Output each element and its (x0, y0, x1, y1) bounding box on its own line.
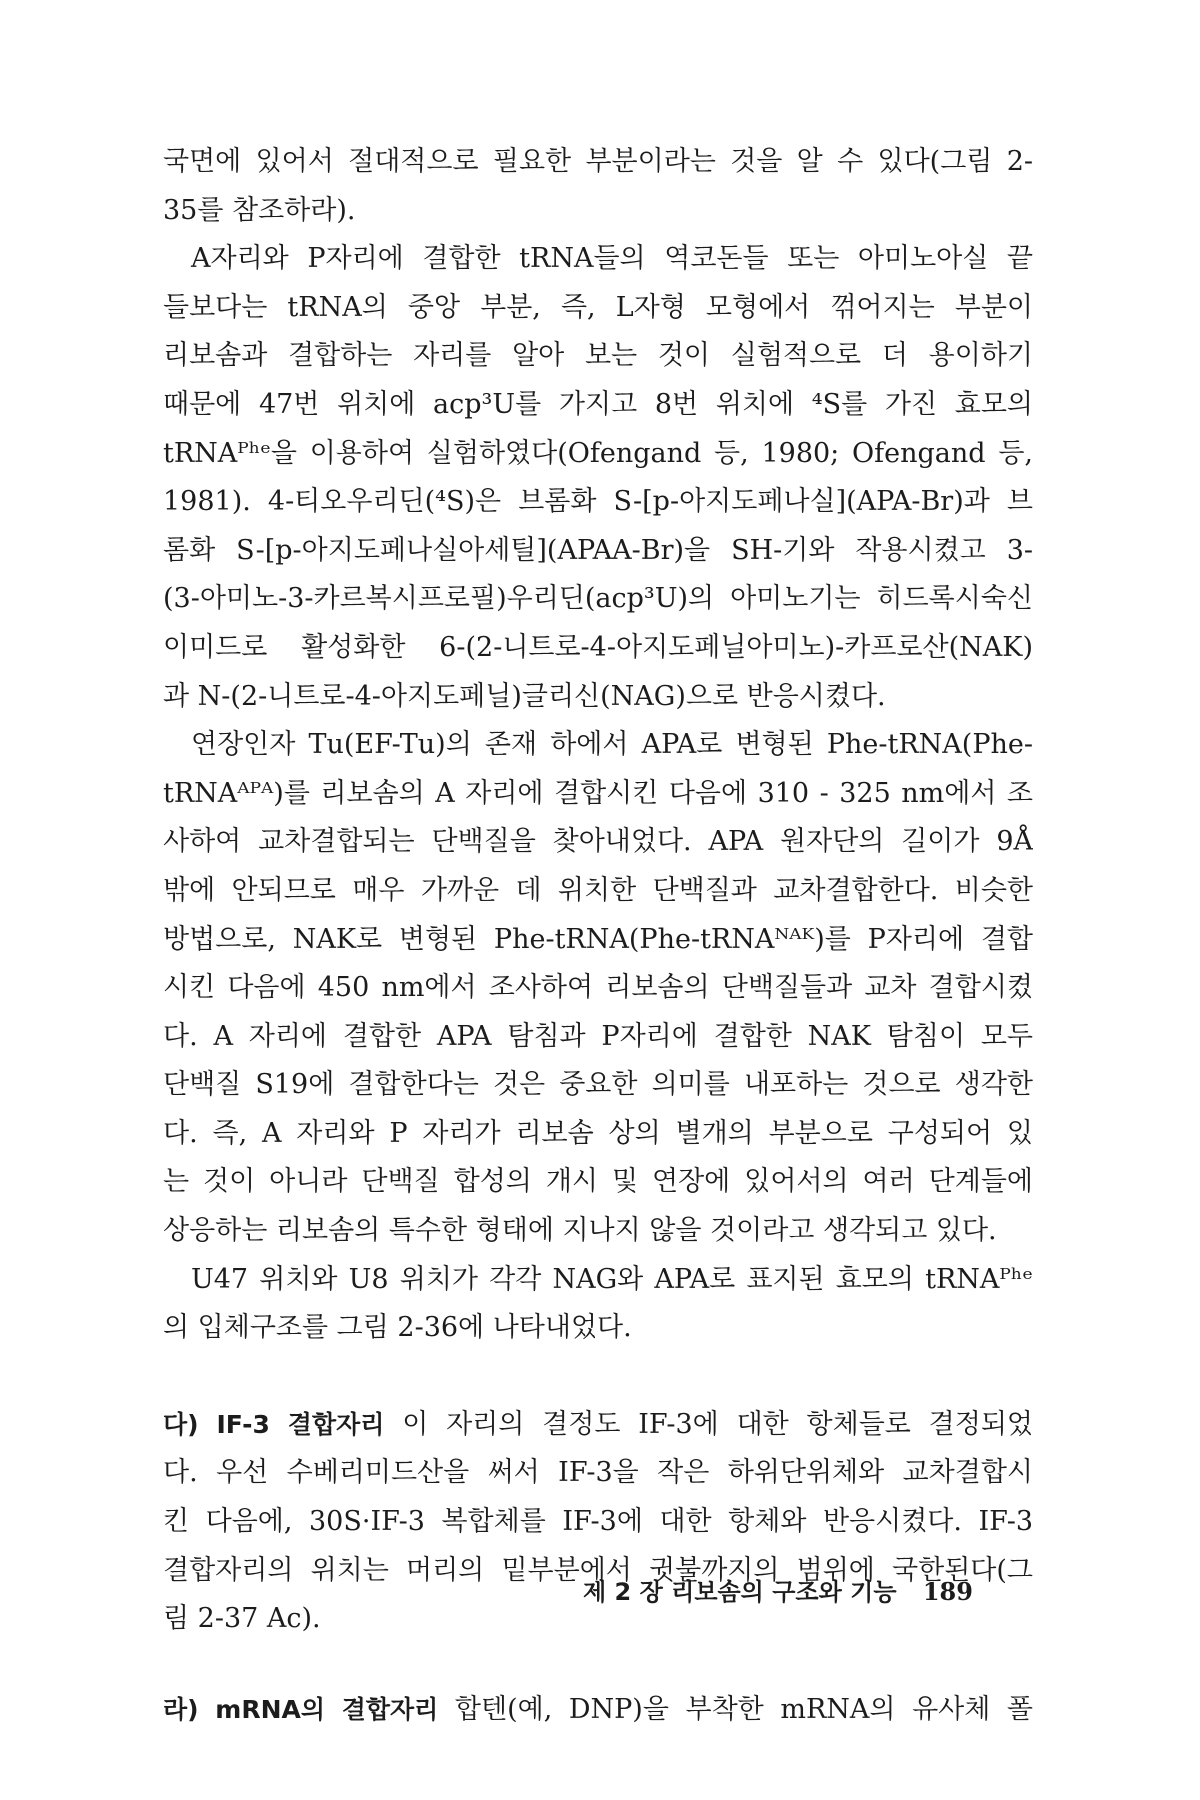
section-heading-if3: 다) IF-3 결합자리 (163, 1409, 385, 1439)
text-line: 롬화 S-[p-아지도페나실아세틸](APAA-Br)을 SH-기와 작용시켰고 3- (163, 534, 1033, 566)
text-line: 들보다는 tRNA의 중앙 부분, 즉, L자형 모형에서 꺾어지는 부분이 (163, 291, 1033, 323)
text-line: 1981). 4-티오우리딘(⁴S)은 브롬화 S-[p-아지도페나실](APA-Br)과 브 (163, 486, 1033, 518)
section-ra-first-line (163, 1686, 1033, 1735)
text-line: 의 입체구조를 그림 2-36에 나타내었다. (163, 1312, 632, 1344)
text-line: U47 위치와 U8 위치가 각각 NAG와 APA로 표지된 효모의 tRNAᴾʰᵉ (191, 1263, 1033, 1295)
body-text (163, 138, 1033, 1734)
page-number: 189 (922, 1577, 973, 1606)
text-line: 다. 즉, A 자리와 P 자리가 리보솜 상의 별개의 부분으로 구성되어 있 (163, 1117, 1033, 1149)
text-line: 상응하는 리보솜의 특수한 형태에 지나지 않을 것이라고 생각되고 있다. (163, 1215, 997, 1247)
text-line: 림 2-37 Ac). (163, 1603, 321, 1635)
text-line: 리보솜과 결합하는 자리를 알아 보는 것이 실험적으로 더 용이하기 (163, 340, 1033, 372)
section-ra-first-text: 합텐(예, DNP)을 부착한 mRNA의 유사체 폴 (454, 1693, 1033, 1725)
text-line: 단백질 S19에 결합한다는 것은 중요한 의미를 내포하는 것으로 생각한 (163, 1069, 1033, 1101)
text-line: 결합자리의 위치는 머리의 밑부분에서 귓불까지의 범위에 국한된다(그 (163, 1554, 1033, 1586)
text-line: 밖에 안되므로 매우 가까운 데 위치한 단백질과 교차결합한다. 비슷한 (163, 874, 1033, 906)
text-line: (3-아미노-3-카르복시프로필)우리딘(acp³U)의 아미노기는 히드록시숙신 (163, 583, 1033, 615)
text-line: 국면에 있어서 절대적으로 필요한 부분이라는 것을 알 수 있다(그림 2- (163, 146, 1033, 177)
section-heading-mrna: 라) mRNA의 결합자리 (163, 1694, 439, 1724)
text-line: 시킨 다음에 450 nm에서 조사하여 리보솜의 단백질들과 교차 결합시켰 (163, 972, 1033, 1004)
page-footer (583, 1572, 1013, 1607)
text-line: A자리와 P자리에 결합한 tRNA들의 역코돈들 또는 아미노아실 끝 (191, 243, 1033, 275)
text-line: 는 것이 아니라 단백질 합성의 개시 및 연장에 있어서의 여러 단계들에 (163, 1166, 1033, 1198)
section-da-first-text: 이 자리의 결정도 IF-3에 대한 항체들로 결정되었 (402, 1408, 1033, 1440)
text-line: 이미드로 활성화한 6-(2-니트로-4-아지도페닐아미노)-카프로산(NAK) (163, 631, 1033, 663)
section-spacer (163, 1644, 1033, 1686)
section-da-first-line (163, 1401, 1033, 1450)
text-line: tRNAᴬᴾᴬ)를 리보솜의 A 자리에 결합시킨 다음에 310 - 325 nm에서 조 (163, 777, 1033, 809)
text-line: 때문에 47번 위치에 acp³U를 가지고 8번 위치에 ⁴S를 가진 효모의 (163, 388, 1033, 420)
text-line: tRNAᴾʰᵉ을 이용하여 실험하였다(Ofengand 등, 1980; Ofengand 등, (163, 437, 1033, 469)
text-line: 방법으로, NAK로 변형된 Phe-tRNA(Phe-tRNAᴺᴬᴷ)를 P자리에 결합 (163, 923, 1033, 955)
text-line: 다. 우선 수베리미드산을 써서 IF-3을 작은 하위단위체와 교차결합시 (163, 1457, 1033, 1489)
text-line: 다. A 자리에 결합한 APA 탐침과 P자리에 결합한 NAK 탐침이 모두 (163, 1020, 1033, 1052)
section-spacer (163, 1353, 1033, 1401)
text-line: 과 N-(2-니트로-4-아지도페닐)글리신(NAG)으로 반응시켰다. (163, 680, 886, 712)
text-line: 35를 참조하라). (163, 194, 356, 226)
text-line: 킨 다음에, 30S·IF-3 복합체를 IF-3에 대한 항체와 반응시켰다. IF-3 (163, 1506, 1033, 1538)
text-line: 연장인자 Tu(EF-Tu)의 존재 하에서 APA로 변형된 Phe-tRNA(Phe- (191, 729, 1033, 761)
text-line: 사하여 교차결합되는 단백질을 찾아내었다. APA 원자단의 길이가 9Å (163, 826, 1033, 858)
chapter-title: 제 2 장 리보솜의 구조와 기능 (583, 1578, 897, 1606)
